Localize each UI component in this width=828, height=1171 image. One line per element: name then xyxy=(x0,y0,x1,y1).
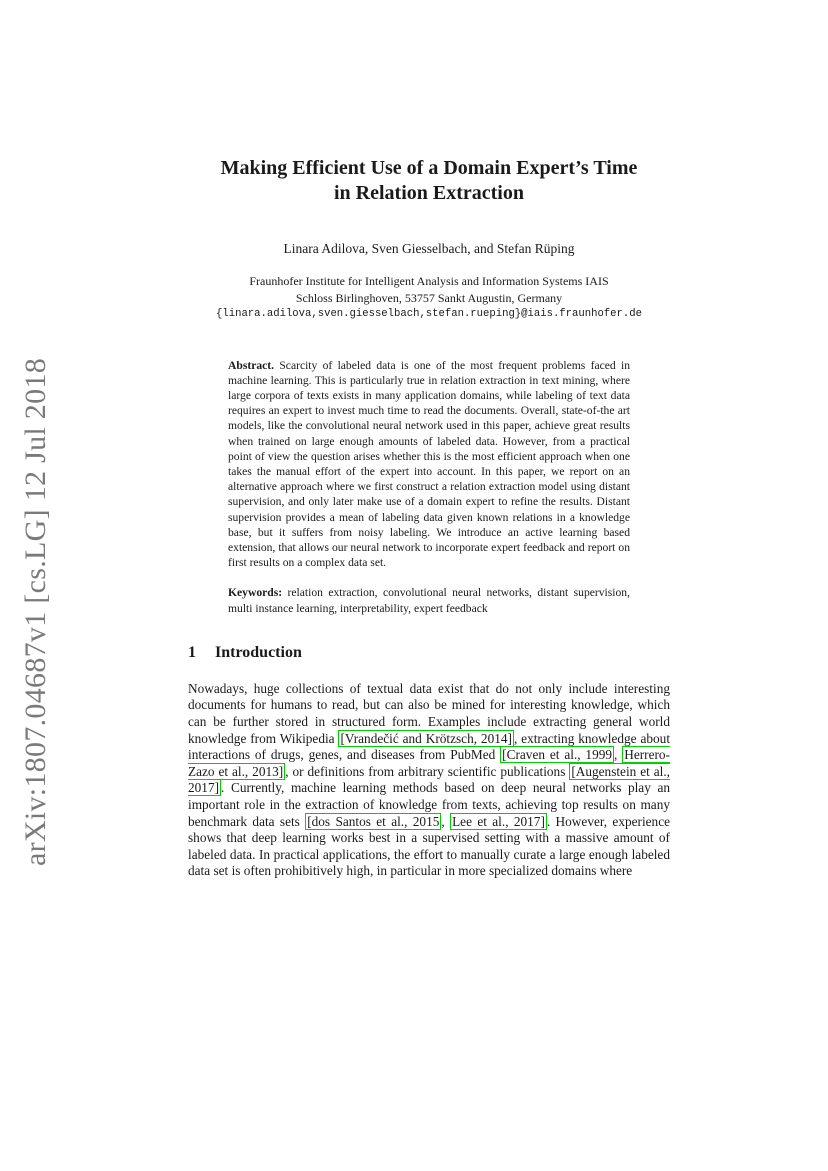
postal-address: Schloss Birlinghoven, 53757 Sankt Augustin, Germany xyxy=(295,290,563,305)
intro-text: . However, experience shows that deep learning works best in a supervised setting with a massive amount of labeled data. In practical applications, the effort to manually curate a large enough labeled data set is often prohibitively high, in particular in more specialized domains where xyxy=(188,813,671,879)
section-title: Introduction xyxy=(215,643,302,661)
abstract xyxy=(228,358,630,571)
keywords-text: relation extraction, convolutional neural networks, distant supervision, multi instance learning, interpretability, expert feedback xyxy=(228,586,630,615)
abstract-label: Abstract. xyxy=(228,358,275,372)
intro-text: , or definitions from arbitrary scientific publications xyxy=(285,763,570,779)
citation-link[interactable]: Lee et al., 2017] xyxy=(452,813,545,829)
intro-text: , extracting knowledge about interactions of drugs, genes, and diseases from PubMed xyxy=(188,730,671,763)
intro-text: , xyxy=(441,813,451,829)
abstract-text: Scarcity of labeled data is one of the most frequent problems faced in machine learning. This is particularly true in relation extraction in text mining, where large corpora of texts exists in many application domains, while labeling of text data requires an expert to invest much time to read the documents. Overall, state-of-the art models, like the convolutional neural network used in this paper, achieve great results when trained on large enough amounts of labeled data. However, from a practical point of view the question arises whether this is the most efficient approach when one takes the manual effort of the expert into account. In this paper, we report on an alternative approach where we first construct a relation extraction model using distant supervision, and only later make use of a domain expert to refine the results. Distant supervision provides a mean of labeling data given known relations in a knowledge base, but it suffers from noisy labeling. We introduce an active learning based extension, that allows our neural network to incorporate expert feedback and report on first results on a complex data set. xyxy=(228,358,630,570)
author-emails: {linara.adilova,sven.giesselbach,stefan.rueping}@iais.fraunhofer.de xyxy=(216,308,642,320)
keywords xyxy=(228,585,630,615)
author-list: Linara Adilova, Sven Giesselbach, and Stefan Rüping xyxy=(283,241,575,256)
section-heading xyxy=(188,643,670,663)
keywords-label: Keywords: xyxy=(228,586,283,600)
title-line-1: Making Efficient Use of a Domain Expert’s Time xyxy=(220,157,638,179)
citation-link[interactable]: [Vrandečić and Krötzsch, 2014] xyxy=(340,730,512,746)
introduction-paragraph xyxy=(188,681,670,880)
citation-link[interactable]: [Craven et al., 1999 xyxy=(502,747,613,763)
citation-link[interactable]: Herrero-Zazo et al., 2013] xyxy=(188,747,670,779)
arxiv-identifier-stamp: arXiv:1807.04687v1 [cs.LG] 12 Jul 2018 xyxy=(19,357,52,867)
section-number: 1 xyxy=(188,643,196,661)
citation-link[interactable]: [dos Santos et al., 2015 xyxy=(307,813,440,829)
paper-page xyxy=(188,0,670,880)
intro-text: Nowadays, huge collections of textual data exist that do not only include interesting documents for humans to read, but can also be mined for interesting knowledge, which can be further stored in structured form. Examples include extracting general world knowledge from Wikipedia xyxy=(188,680,670,746)
title-line-2: in Relation Extraction xyxy=(334,182,524,204)
intro-text: . Currently, machine learning methods based on deep neural networks play an important role in the extraction of knowledge from texts, achieving top results on many benchmark data sets xyxy=(188,780,670,829)
citation-link[interactable]: [Augenstein et al., 2017] xyxy=(188,763,670,796)
intro-text: , xyxy=(614,747,623,763)
paper-title xyxy=(188,156,670,206)
affiliation-block xyxy=(188,273,670,306)
institution: Fraunhofer Institute for Intelligent Analysis and Information Systems IAIS xyxy=(249,274,609,288)
